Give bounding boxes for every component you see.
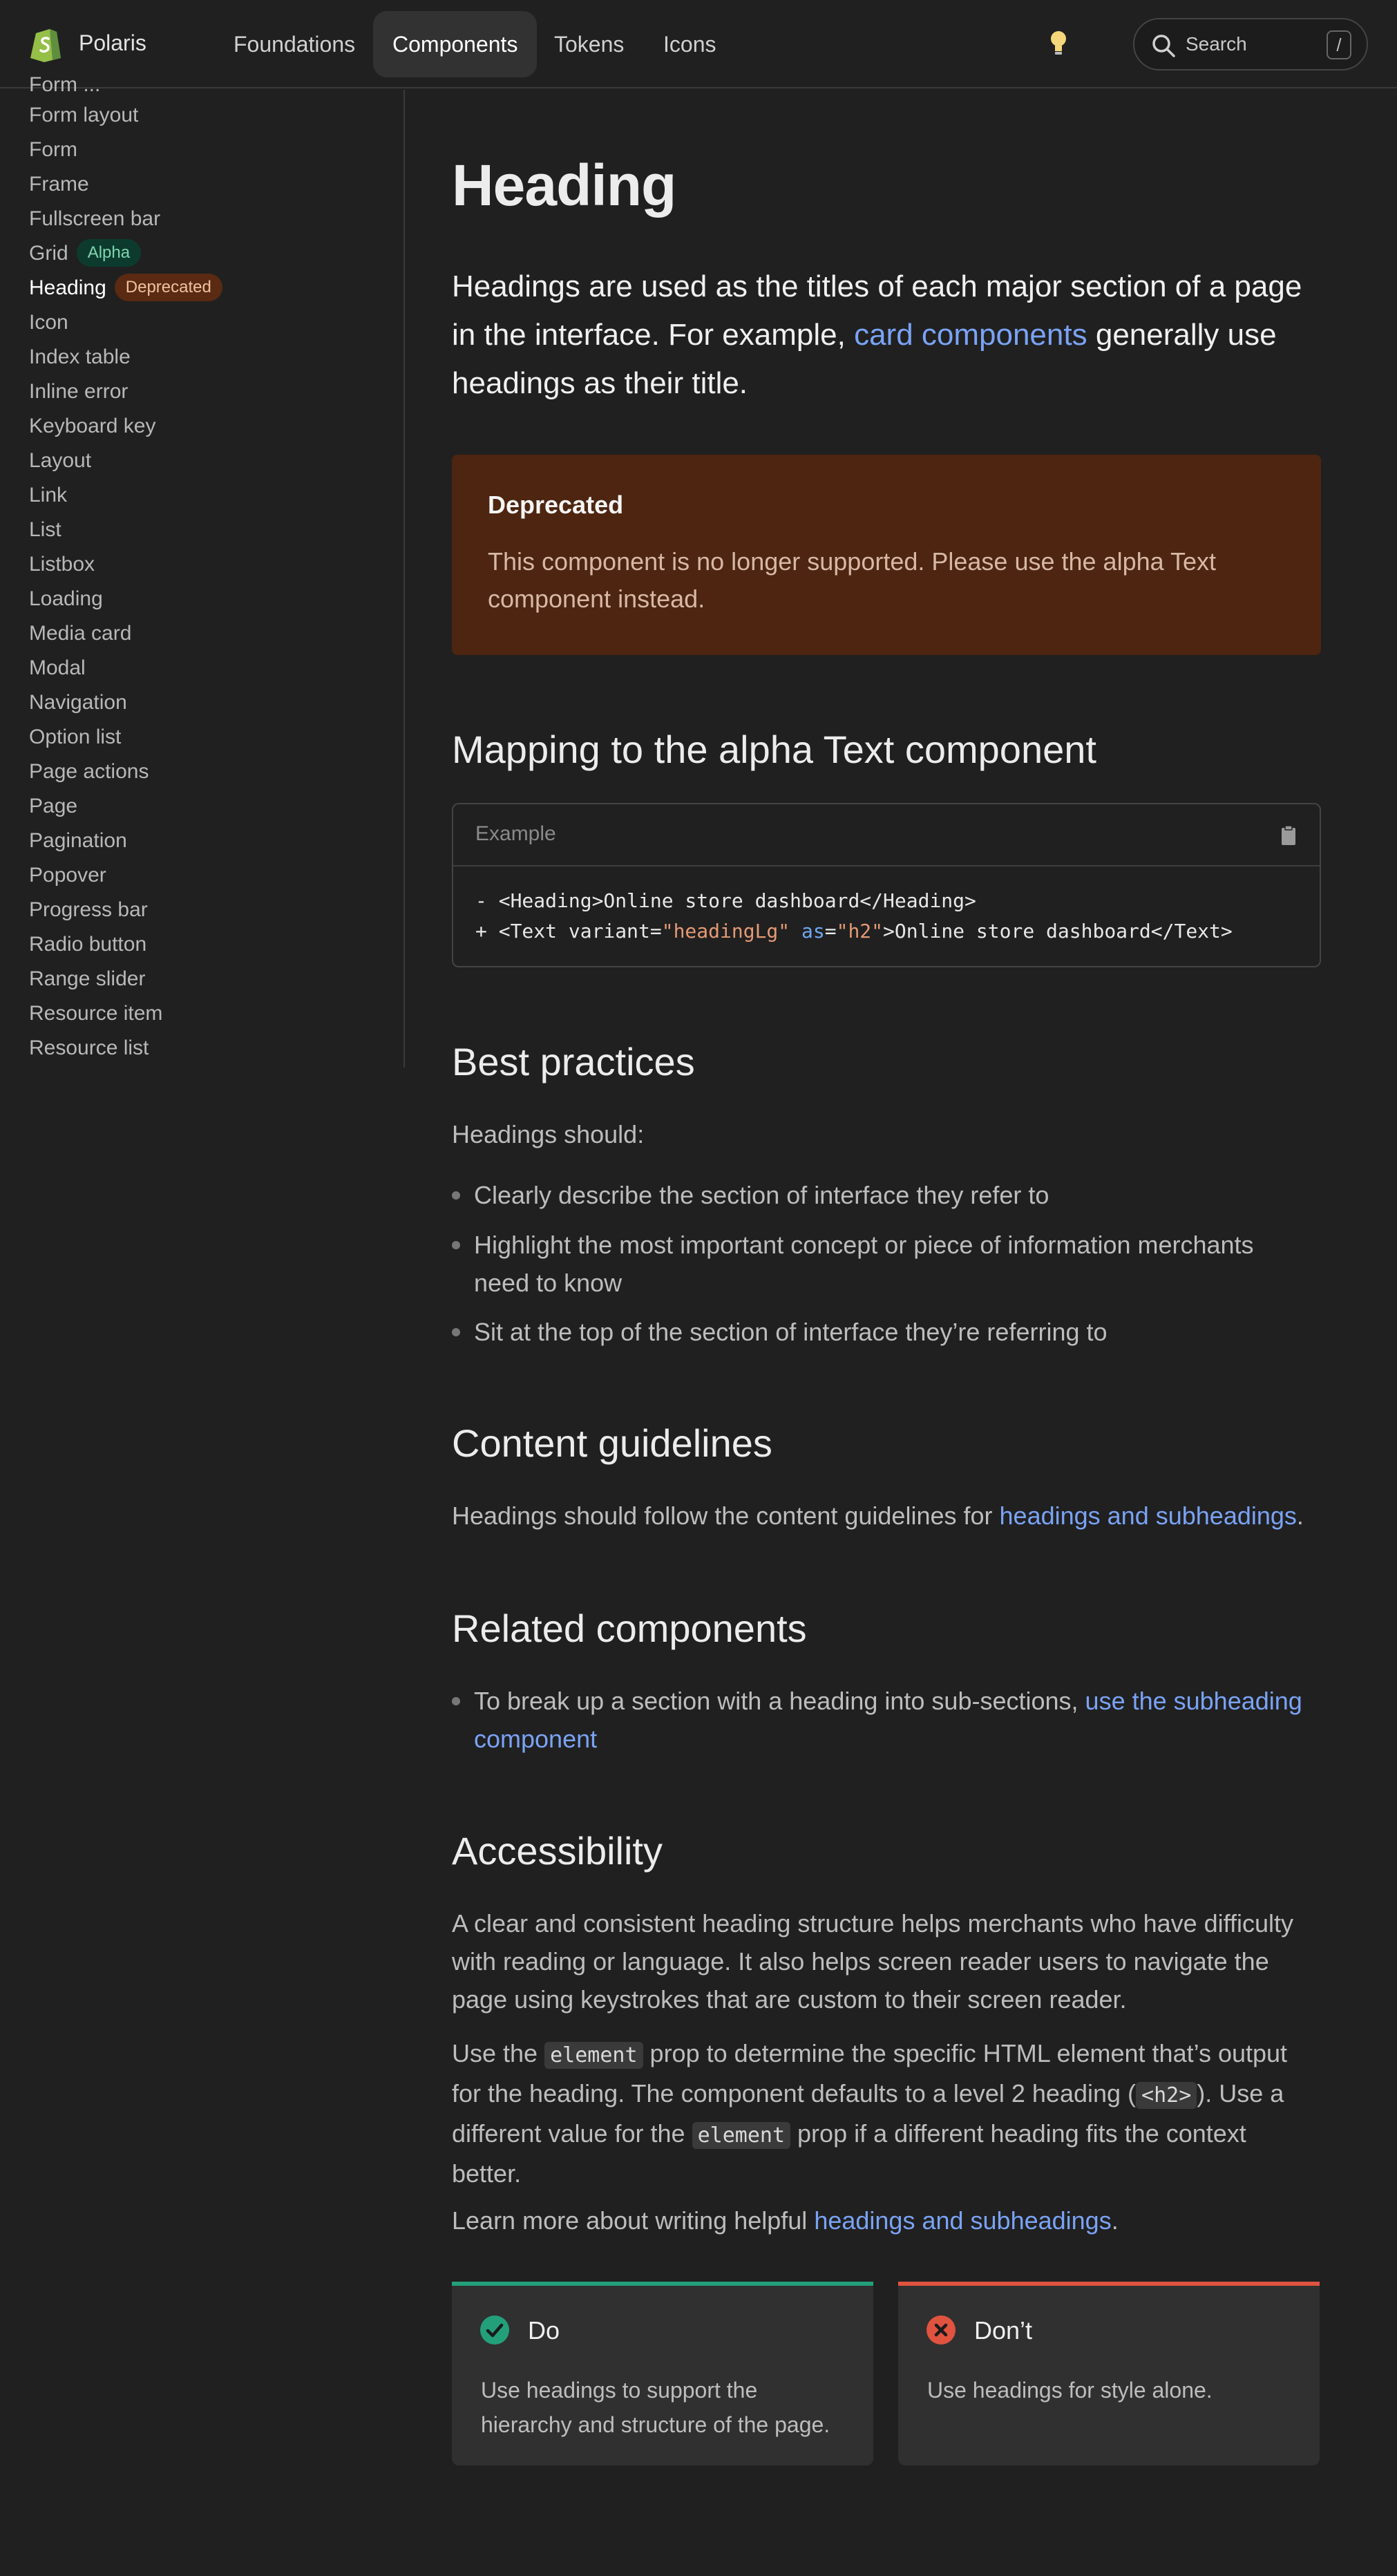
dont-accent-line bbox=[898, 2282, 1320, 2286]
sidebar-item-loading[interactable]: Loading bbox=[29, 587, 103, 610]
headings-subheadings-link-2[interactable]: headings and subheadings bbox=[814, 2206, 1112, 2235]
subheading-component-link[interactable]: use the subheading component bbox=[474, 1687, 1302, 1753]
code-block: - <Heading>Online store dashboard</Heading> + <Text variant="headingLg" as="h2">Online store dashboard</Text> bbox=[475, 889, 1233, 943]
sidebar-item-option-list[interactable]: Option list bbox=[29, 726, 122, 748]
sidebar-item-page-actions[interactable]: Page actions bbox=[29, 760, 149, 783]
callout-title: Deprecated bbox=[488, 491, 624, 519]
do-body: Use headings to support the hierarchy and structure of the page. bbox=[481, 2378, 830, 2437]
sidebar bbox=[0, 73, 405, 1068]
accessibility-paragraph-1: A clear and consistent heading structure helps merchants who have difficulty with reading or language. It also helps screen reader users to navigate the page using keystrokes that are custom to their screen reader. bbox=[452, 1909, 1294, 2014]
do-card bbox=[452, 2282, 873, 2465]
sidebar-item-form-layout[interactable]: Form layout bbox=[29, 104, 139, 126]
search-placeholder: Search bbox=[1186, 33, 1247, 55]
sidebar-item-radio-button[interactable]: Radio button bbox=[29, 933, 147, 956]
deprecated-badge: Deprecated bbox=[115, 274, 222, 301]
callout-body: This component is no longer supported. Please use the alpha Text component instead. bbox=[488, 547, 1217, 613]
sidebar-item-media-card[interactable]: Media card bbox=[29, 622, 132, 645]
lightbulb-icon[interactable] bbox=[1047, 29, 1070, 59]
content-guidelines-text: Headings should follow the content guidelines for headings and subheadings. bbox=[452, 1502, 1304, 1530]
top-header bbox=[0, 0, 1397, 88]
sidebar-item-pagination[interactable]: Pagination bbox=[29, 829, 127, 852]
code-header bbox=[453, 804, 1320, 866]
inline-code: <h2> bbox=[1136, 2082, 1197, 2109]
sidebar-item-progress-bar[interactable]: Progress bar bbox=[29, 898, 148, 921]
sidebar-item-page[interactable]: Page bbox=[29, 795, 78, 817]
dont-card bbox=[898, 2282, 1320, 2465]
mapping-heading: Mapping to the alpha Text component bbox=[452, 728, 1096, 771]
search-icon bbox=[1150, 32, 1177, 59]
accessibility-heading: Accessibility bbox=[452, 1829, 663, 1873]
x-circle-icon bbox=[926, 2315, 956, 2345]
sidebar-item-modal[interactable]: Modal bbox=[29, 656, 86, 679]
sidebar-item-inline-error[interactable]: Inline error bbox=[29, 380, 129, 403]
sidebar-item-fullscreen-bar[interactable]: Fullscreen bar bbox=[29, 207, 161, 230]
sidebar-item-grid[interactable]: Grid Alpha bbox=[29, 236, 141, 271]
content-guidelines-heading: Content guidelines bbox=[452, 1421, 772, 1465]
card-components-link[interactable]: card components bbox=[854, 318, 1087, 352]
list-item: Clearly describe the section of interface they refer to bbox=[452, 1176, 1315, 1214]
lead-paragraph: Headings are used as the titles of each major section of a page in the interface. For example, card components generally use headings as their title. bbox=[452, 269, 1302, 400]
list-item: Sit at the top of the section of interface they’re referring to bbox=[452, 1313, 1315, 1351]
nav-foundations[interactable]: Foundations bbox=[234, 32, 356, 57]
accessibility-paragraph-2: Use the element prop to determine the specific HTML element that’s output for the heading. The component defaults to a level 2 heading ( <h2> ). Use a different value for the element prop if a different heading fits the context better. bbox=[452, 2039, 1288, 2188]
sidebar-item-link[interactable]: Link bbox=[29, 484, 68, 506]
do-title: Do bbox=[528, 2316, 560, 2345]
sidebar-item-icon[interactable]: Icon bbox=[29, 311, 68, 334]
list-item: To break up a section with a heading into sub-sections, use the subheading component bbox=[452, 1682, 1315, 1758]
inline-code: element bbox=[544, 2042, 643, 2069]
sidebar-item-popover[interactable]: Popover bbox=[29, 864, 106, 887]
alpha-badge: Alpha bbox=[77, 239, 141, 267]
nav-tokens[interactable]: Tokens bbox=[554, 32, 625, 57]
do-accent-line bbox=[452, 2282, 873, 2286]
headings-subheadings-link[interactable]: headings and subheadings bbox=[999, 1502, 1297, 1530]
deprecated-callout bbox=[452, 455, 1321, 655]
nav-components[interactable]: Components bbox=[373, 11, 537, 77]
best-practices-intro: Headings should: bbox=[452, 1120, 645, 1148]
best-practices-heading: Best practices bbox=[452, 1040, 695, 1083]
sidebar-item-resource-item[interactable]: Resource item bbox=[29, 1002, 163, 1025]
inline-code: element bbox=[692, 2122, 790, 2149]
copy-clipboard-icon[interactable] bbox=[1281, 825, 1296, 846]
sidebar-item-index-table[interactable]: Index table bbox=[29, 345, 131, 368]
accessibility-paragraph-3: Learn more about writing helpful headings and subheadings. bbox=[452, 2206, 1119, 2235]
code-label: Example bbox=[475, 822, 556, 845]
nav-icons[interactable]: Icons bbox=[663, 32, 716, 57]
search-shortcut-key: / bbox=[1327, 30, 1351, 59]
checkmark-circle-icon bbox=[479, 2315, 510, 2345]
dont-title: Don’t bbox=[974, 2316, 1033, 2345]
sidebar-item-form[interactable]: Form bbox=[29, 138, 77, 161]
code-example bbox=[452, 803, 1321, 967]
sidebar-item-clipped[interactable]: Form ... bbox=[29, 73, 101, 96]
sidebar-item-listbox[interactable]: Listbox bbox=[29, 553, 95, 576]
search-input[interactable] bbox=[1133, 18, 1368, 70]
list-item: Highlight the most important concept or piece of information merchants need to know bbox=[452, 1226, 1315, 1302]
sidebar-item-range-slider[interactable]: Range slider bbox=[29, 967, 146, 990]
sidebar-item-resource-list[interactable]: Resource list bbox=[29, 1036, 149, 1059]
shopify-logo-icon[interactable] bbox=[29, 26, 62, 62]
sidebar-item-frame[interactable]: Frame bbox=[29, 173, 89, 196]
page-title: Heading bbox=[452, 153, 676, 218]
sidebar-item-navigation[interactable]: Navigation bbox=[29, 691, 127, 714]
sidebar-item-list[interactable]: List bbox=[29, 518, 61, 541]
related-components-heading: Related components bbox=[452, 1607, 807, 1650]
brand-name[interactable]: Polaris bbox=[79, 30, 146, 55]
sidebar-item-layout[interactable]: Layout bbox=[29, 449, 92, 472]
sidebar-item-heading[interactable]: Heading Deprecated bbox=[29, 271, 222, 305]
sidebar-item-keyboard-key[interactable]: Keyboard key bbox=[29, 415, 156, 437]
dont-body: Use headings for style alone. bbox=[927, 2378, 1213, 2403]
